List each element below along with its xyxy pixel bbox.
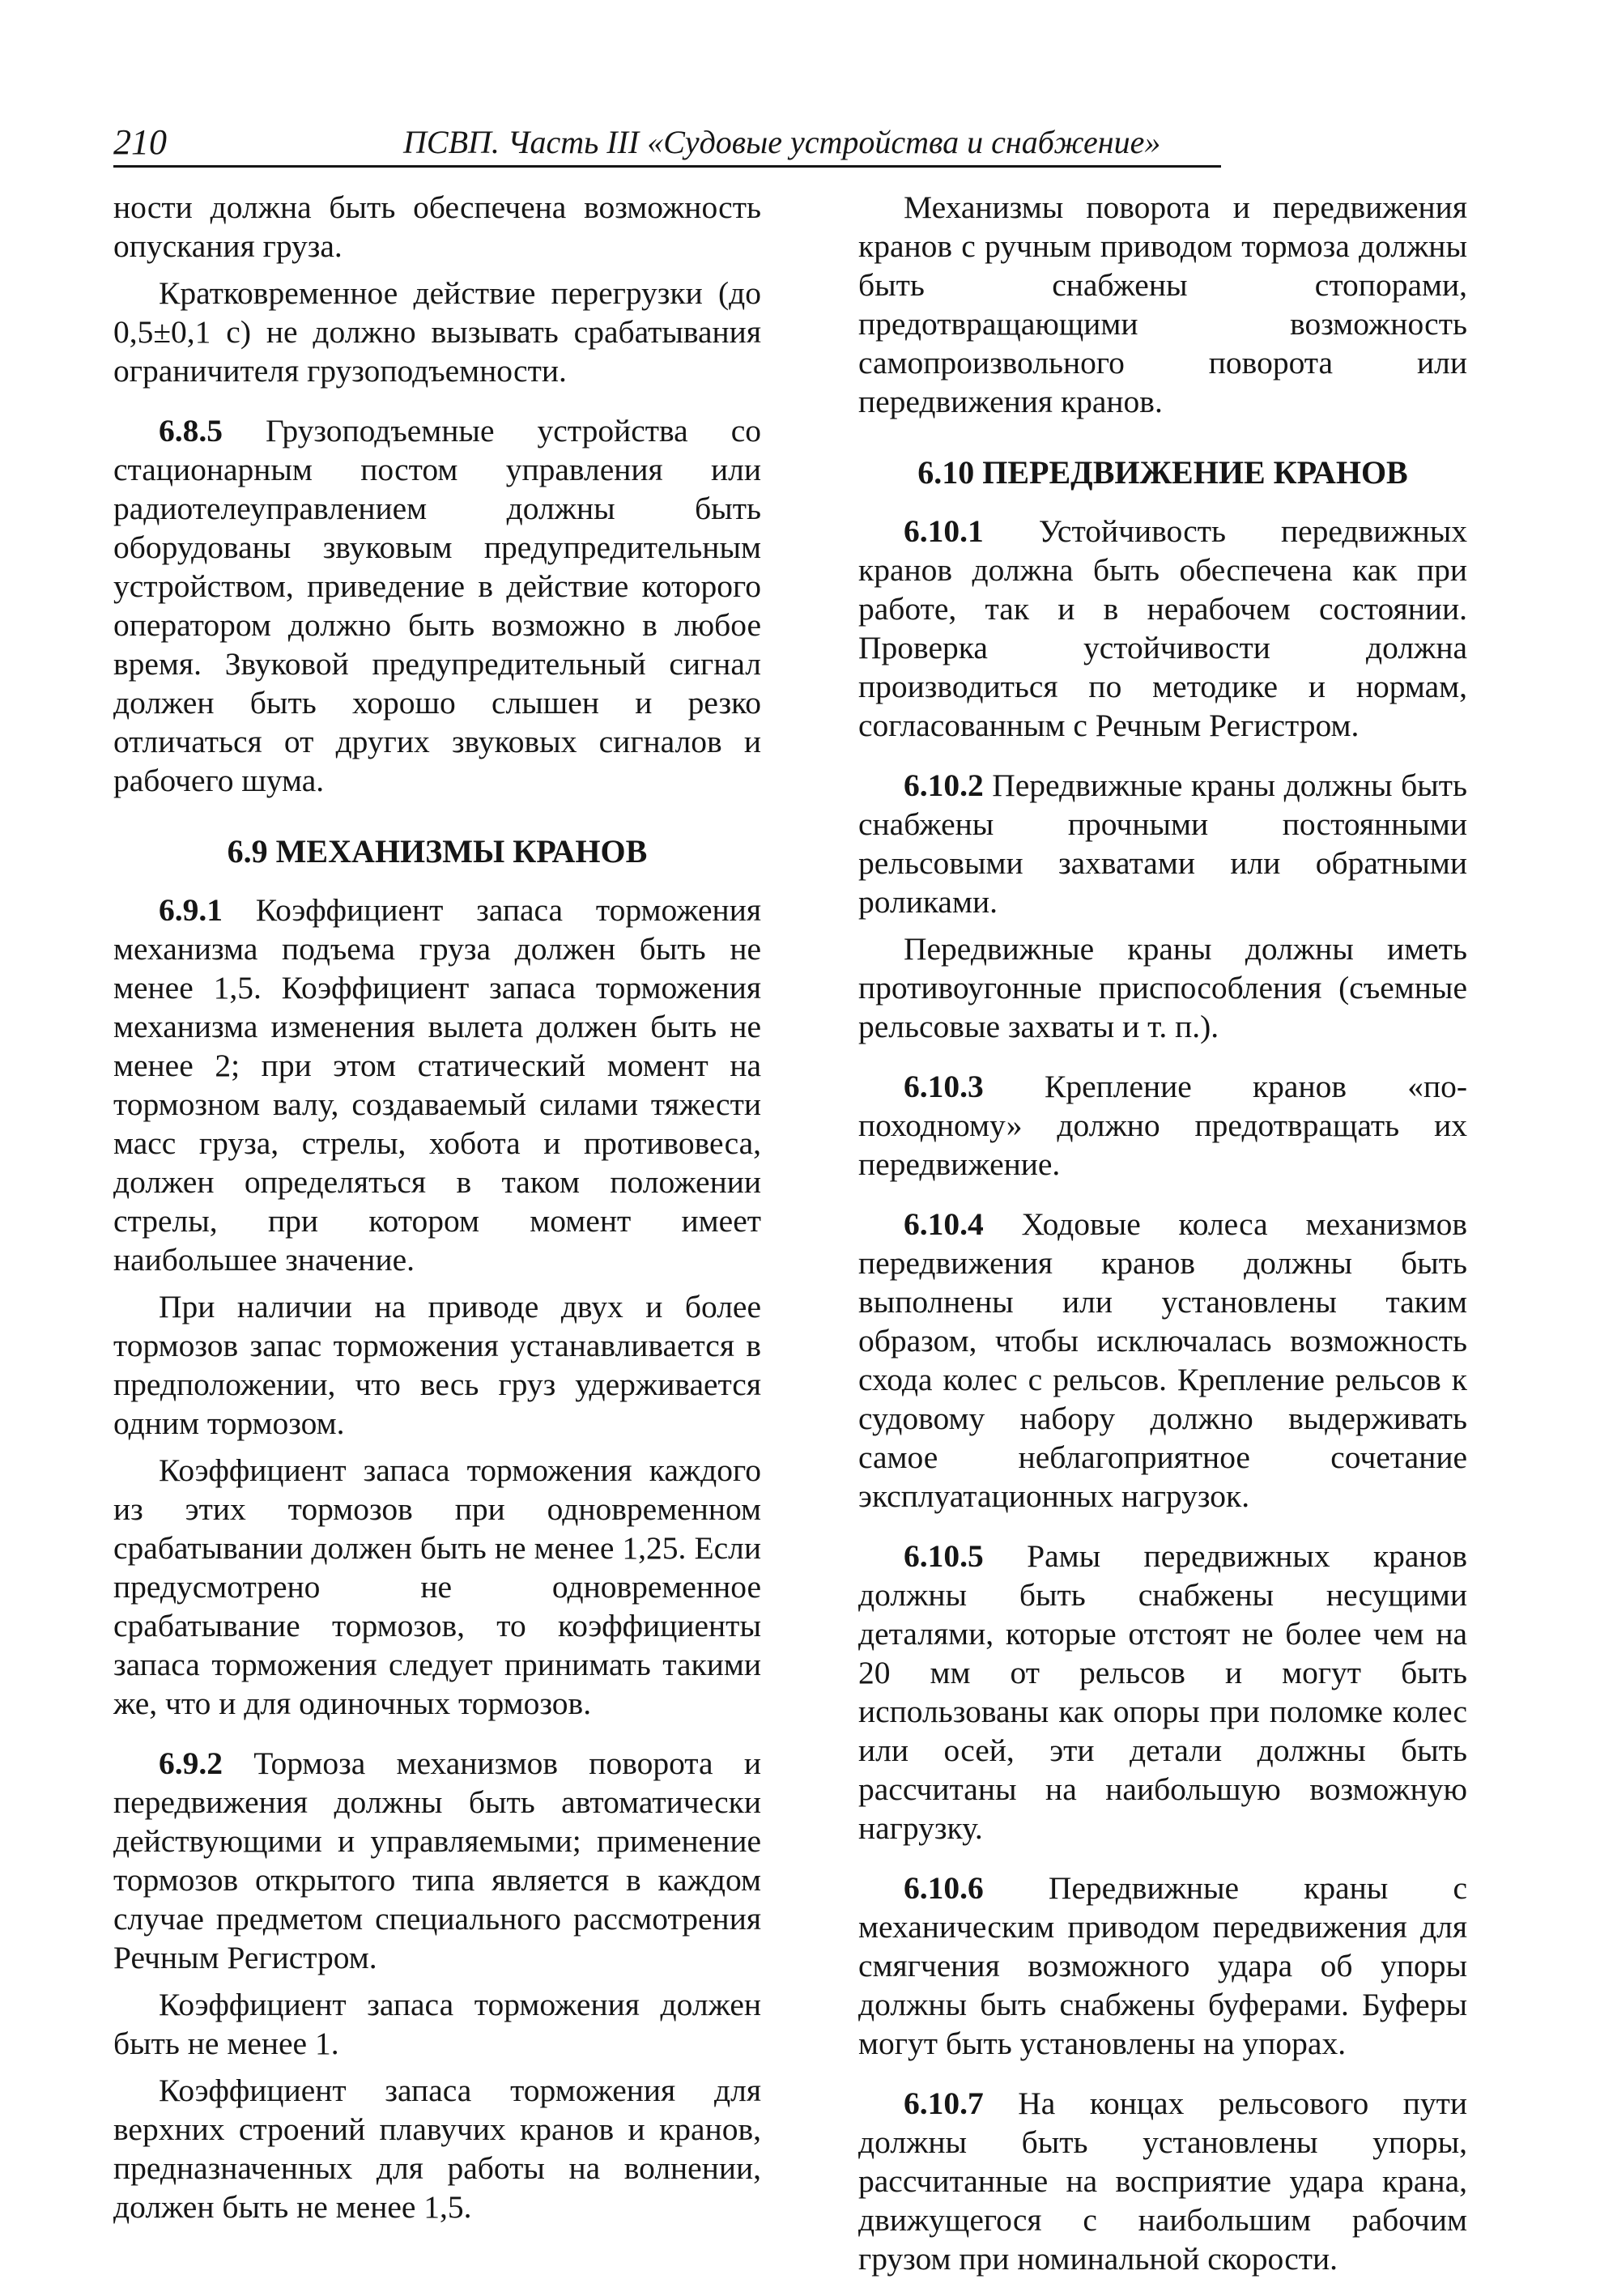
section-text: Тормоза механизмов поворота и передвижения должны быть автоматически действующими и управляемыми; применение тормозов открытого типа является в каждом случае предметом специального рассмотрения Речным Регистром. bbox=[113, 1745, 762, 1975]
section-heading: 6.9 МЕХАНИЗМЫ КРАНОВ bbox=[227, 833, 648, 870]
section-text: Грузоподъемные устройства со стационарным постом управления или радиотелеуправлением должны быть оборудованы звуковым предупредительным устройством, приведение в действие которого оператором должно быть возможно в любое время. Звуковой предупредительный сигнал должен быть хорошо слышен и резко отличаться от других звуковых сигналов и рабочего шума. bbox=[113, 413, 761, 798]
paragraph: Коэффициент запаса торможения должен быть не менее 1. bbox=[113, 1987, 761, 2061]
paragraph: Передвижные краны должны иметь противоугонные приспособления (съемные рельсовые захваты и т. п.). bbox=[858, 931, 1467, 1044]
section-number: 6.9.2 bbox=[159, 1745, 223, 1781]
section-text: Рамы передвижных кранов должны быть снабжены несущими деталями, которые отстоят не более чем на 20 мм от рельсов и могут быть использованы как опоры при поломке колес или осей, эти детали должны быть рассчитаны на наибольшую возможную нагрузку. bbox=[858, 1538, 1467, 1846]
section-6-10-6 bbox=[858, 1869, 1467, 2063]
section-text: Коэффициент запаса торможения механизма подъема груза должен быть не менее 1,5. Коэффициент запаса торможения механизма изменения вылета должен быть не менее 2; при этом статический момент на тормозном валу, создаваемый силами тяжести масс груза, стрелы, хобота и противовеса, должен определяться в таком положении стрелы, при котором момент имеет наибольшее значение. bbox=[113, 892, 762, 1278]
paragraph: При наличии на приводе двух и более тормозов запас торможения устанавливается в предположении, что весь груз удерживается одним тормозом. bbox=[113, 1289, 761, 1441]
section-6-10-4 bbox=[858, 1205, 1467, 1516]
paragraph: Механизмы поворота и передвижения кранов с ручным приводом тормоза должны быть снабжены стопорами, предотвращающими возможность самопроизвольного поворота или передвижения кранов. bbox=[858, 189, 1467, 419]
section-number: 6.10.2 bbox=[904, 767, 984, 803]
section-heading: 6.10 ПЕРЕДВИЖЕНИЕ КРАНОВ bbox=[917, 454, 1408, 491]
section-text: Передвижные краны с механическим приводом передвижения для смягчения возможного удара об упоры должны быть снабжены буферами. Буферы могут быть установлены на упорах. bbox=[858, 1870, 1468, 2061]
section-number: 6.10.7 bbox=[904, 2086, 984, 2121]
page-header bbox=[113, 120, 1221, 168]
section-text: Ходовые колеса механизмов передвижения кранов должны быть выполнены или установлены таким образом, чтобы исключалась возможность схода колес с рельсов. Крепление рельсов к судовому набору должно выдерживать самое неблагоприятное сочетание эксплуатационных нагрузок. bbox=[858, 1206, 1467, 1514]
section-number: 6.10.1 bbox=[904, 513, 984, 549]
right-column bbox=[858, 188, 1467, 2286]
paragraph: Коэффициент запаса торможения каждого из этих тормозов при одновременном срабатывании должен быть не менее 1,25. Если предусмотрено не одновременное срабатывание тормозов, то коэффициенты запаса торможения следует принимать такими же, что и для одиночных тормозов. bbox=[113, 1452, 761, 1721]
section-6-10-2 bbox=[858, 766, 1467, 921]
paragraph: Кратковременное действие перегрузки (до 0,5±0,1 с) не должно вызывать срабатывания ограничителя грузоподъемности. bbox=[113, 275, 761, 389]
running-title: ПСВП. Часть III «Судовые устройства и снабжение» bbox=[403, 124, 1161, 160]
section-number: 6.10.5 bbox=[904, 1538, 984, 1574]
page-number: 210 bbox=[113, 122, 167, 162]
section-number: 6.10.3 bbox=[904, 1069, 984, 1104]
section-6-10-7 bbox=[858, 2084, 1467, 2278]
section-6-10-3 bbox=[858, 1067, 1467, 1184]
section-6-10-1 bbox=[858, 512, 1467, 745]
section-number: 6.10.4 bbox=[904, 1206, 984, 1242]
section-6-10-5 bbox=[858, 1537, 1467, 1847]
section-text: Устойчивость передвижных кранов должна быть обеспечена как при работе, так и в нерабочем состоянии. Проверка устойчивости должна производиться по методике и нормам, согласованным с Речным Регистром. bbox=[858, 513, 1467, 743]
left-column bbox=[113, 188, 761, 2234]
section-text: На концах рельсового пути должны быть установлены упоры, рассчитанные на восприятие удара крана, движущегося с наибольшим рабочим грузом при номинальной скорости. bbox=[858, 2086, 1468, 2277]
section-number: 6.8.5 bbox=[159, 413, 223, 449]
section-number: 6.10.6 bbox=[904, 1870, 984, 1906]
section-text: Передвижные краны должны быть снабжены прочными постоянными рельсовыми захватами или обратными роликами. bbox=[858, 767, 1468, 920]
section-6-8-5 bbox=[113, 411, 761, 800]
section-6-9-2 bbox=[113, 1744, 761, 1977]
section-6-9-1 bbox=[113, 891, 761, 1279]
paragraph: ности должна быть обеспечена возможность опускания груза. bbox=[113, 189, 761, 264]
section-text: Крепление кранов «по-походному» должно предотвращать их передвижение. bbox=[858, 1069, 1468, 1182]
paragraph: Коэффициент запаса торможения для верхних строений плавучих кранов и кранов, предназначенных для работы на волнении, должен быть не менее 1,5. bbox=[113, 2073, 761, 2225]
section-number: 6.9.1 bbox=[159, 892, 223, 928]
